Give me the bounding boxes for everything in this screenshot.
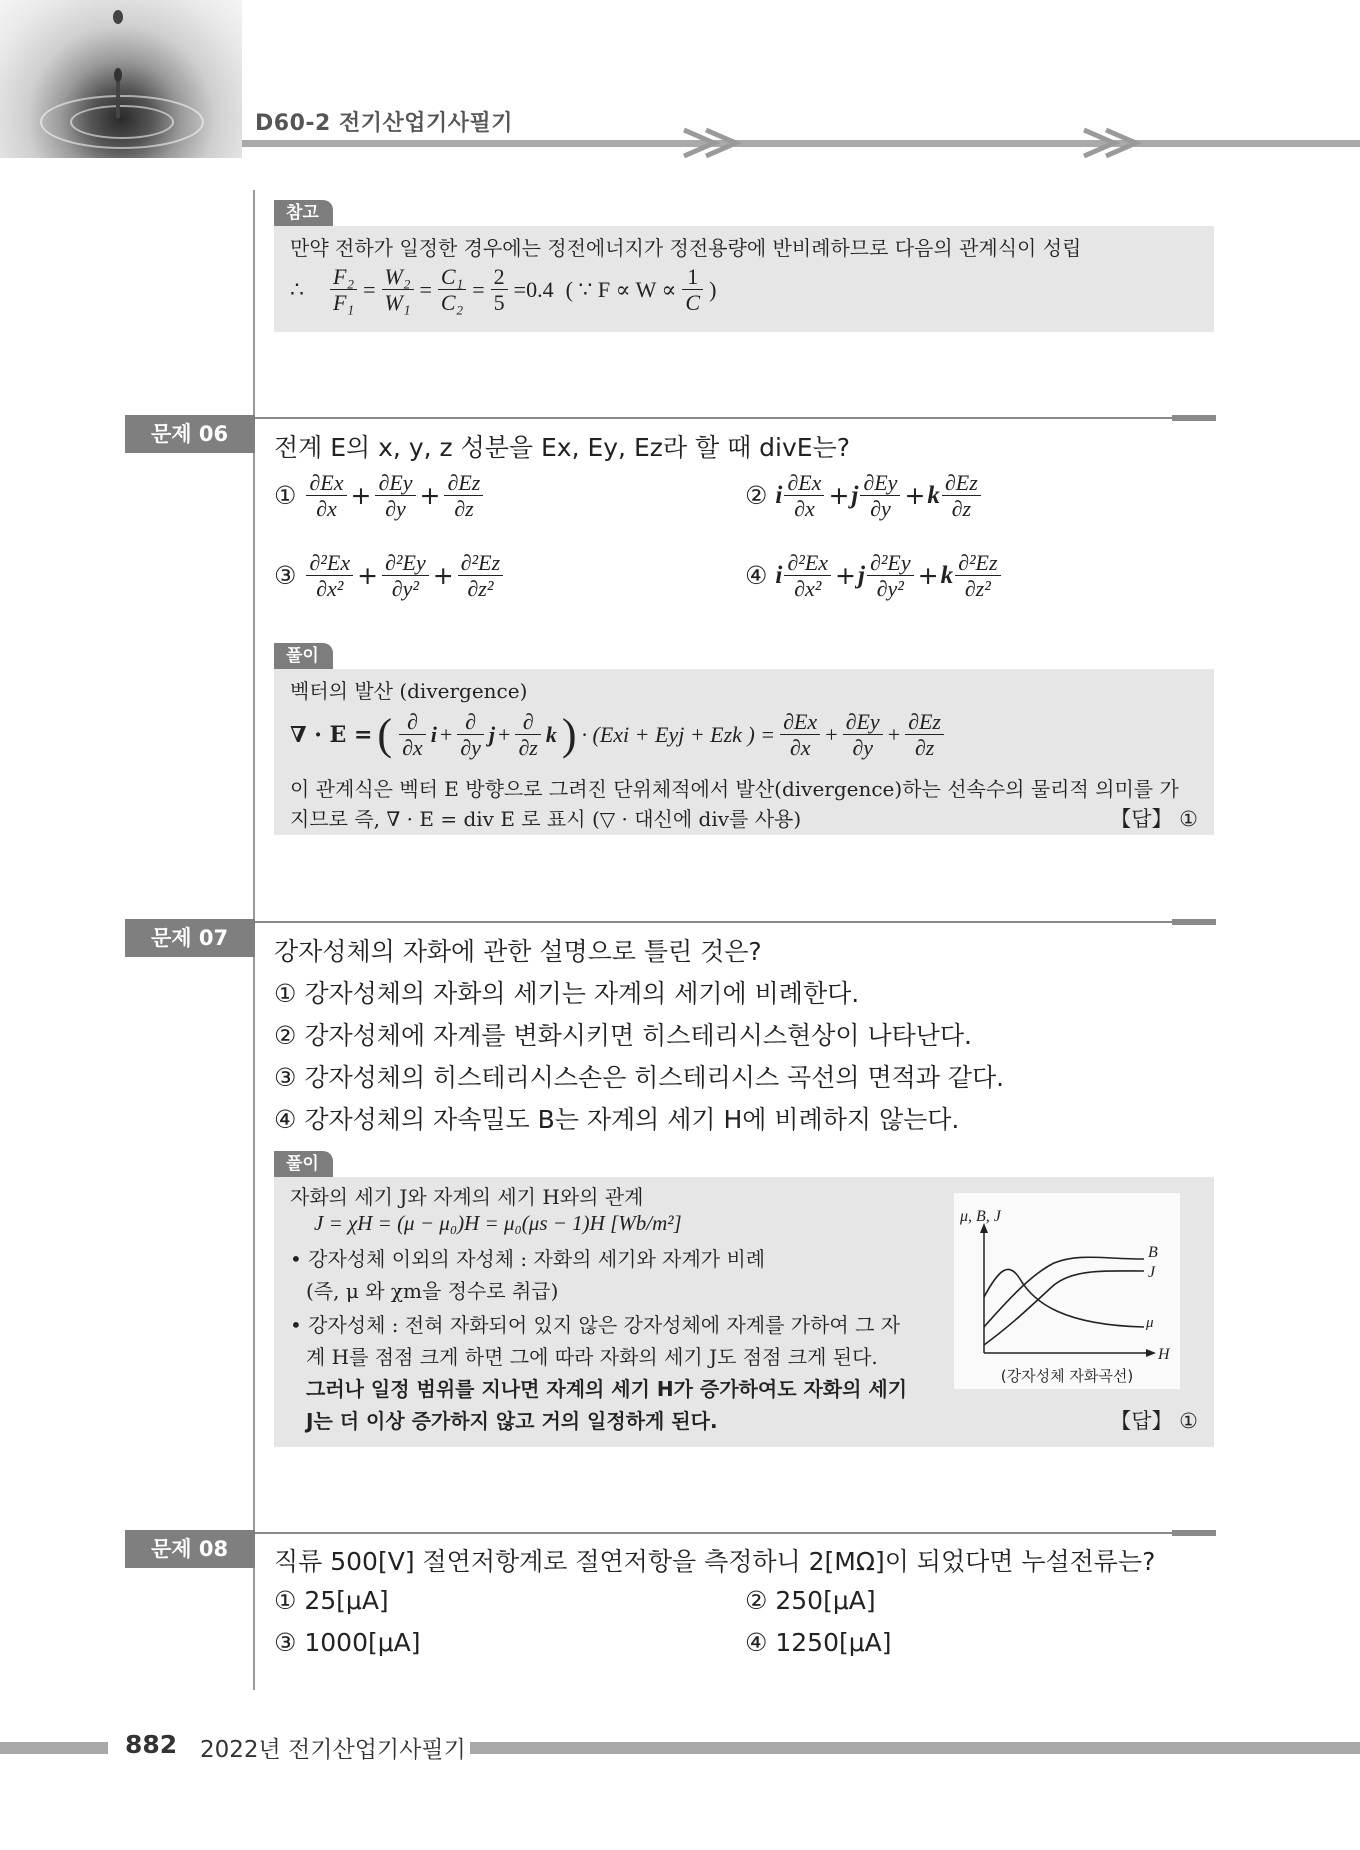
frac-den: ∂z [518, 735, 538, 761]
option-3[interactable]: ③ 강자성체의 히스테리시스손은 히스테리시스 곡선의 면적과 같다. [274, 1063, 1005, 1092]
footer-rule-left [0, 1742, 108, 1754]
option-3[interactable] [274, 550, 505, 602]
partial-fraction [444, 470, 483, 522]
therefore-symbol: ∴ [290, 276, 304, 302]
option-4[interactable]: ④ 1250[μA] [745, 1628, 892, 1657]
frac-num: ∂²Ey [867, 550, 914, 576]
unit-k: k [545, 721, 557, 747]
frac-den: ∂x [316, 496, 337, 522]
page-number: 882 [125, 1730, 178, 1759]
option-1[interactable]: ① 강자성체의 자화의 세기는 자계의 세기에 비례한다. [274, 979, 860, 1008]
chevron-right-icon [1080, 126, 1150, 160]
unit-j: j [488, 721, 496, 747]
frac-num: 2 [491, 264, 508, 290]
frac-num: ∂Ex [784, 470, 824, 496]
solution-line: 벡터의 발산 (divergence) [290, 679, 528, 703]
magnetization-curve-graph [954, 1193, 1180, 1389]
frac-num: ∂Ex [306, 470, 346, 496]
x-axis-arrow [1146, 1349, 1156, 1357]
option-4[interactable] [745, 550, 1003, 602]
solution-box [274, 669, 1214, 835]
frac-den: ∂x² [316, 576, 344, 602]
unit-i: i [430, 721, 437, 747]
unit-vector: i [775, 561, 783, 589]
question-text: 강자성체의 자화에 관한 설명으로 틀린 것은? [274, 937, 762, 966]
frac-num: ∂Ez [905, 709, 944, 735]
option-3[interactable]: ③ 1000[μA] [274, 1628, 421, 1657]
solution-line: 이 관계식은 벡터 E 방향으로 그려진 단위체적에서 발산(divergence)하는 선속수의 물리적 의미를 가 [290, 777, 1179, 801]
option-1[interactable] [274, 470, 485, 522]
curve-j [984, 1271, 1144, 1345]
question-label: 문제 06 [125, 415, 255, 453]
question-rule-thick [1172, 415, 1216, 421]
frac-num: ∂Ez [942, 470, 981, 496]
partial-fraction [306, 470, 346, 522]
eq-left: ∇ · E = [290, 721, 373, 748]
frac-num: W₂ [382, 264, 414, 290]
solution-line-bold: J는 더 이상 증가하지 않고 거의 일정하게 된다. [306, 1409, 718, 1433]
curve-b-label: B [1148, 1244, 1158, 1261]
magnetization-curve-figure [954, 1193, 1180, 1389]
frac-den: ∂y [385, 496, 406, 522]
frac-num: F₂ [330, 264, 357, 290]
question-rule-thick [1172, 1530, 1216, 1536]
unit-vector: j [851, 481, 859, 509]
solution-line: (즉, μ 와 χm을 정수로 취급) [306, 1279, 559, 1303]
frac-den: C [685, 290, 701, 316]
frac-num: C₁ [438, 264, 466, 290]
frac-den: ∂x [794, 496, 815, 522]
frac-num: ∂Ez [444, 470, 483, 496]
partial-fraction [375, 470, 415, 522]
frac-num: ∂²Ex [784, 550, 831, 576]
frac-num: ∂Ey [843, 709, 883, 735]
curve-j-label: J [1148, 1264, 1156, 1281]
note-box [274, 226, 1214, 332]
frac-den: ∂x [789, 735, 811, 761]
frac-den: ∂z [914, 735, 935, 761]
eq-mid: · (Exi + Eyj + Ezk ) = [581, 721, 776, 747]
frac-num: ∂ [457, 709, 484, 735]
frac-num: ∂²Ez [458, 550, 503, 576]
frac-den: 5 [493, 290, 505, 316]
plus-sign: + [350, 481, 372, 511]
question-label: 문제 07 [125, 919, 255, 957]
plus-sign: + [835, 561, 856, 591]
question-rule-thick [1172, 919, 1216, 925]
solution-box [274, 1177, 1214, 1447]
note-text: 만약 전하가 일정한 경우에는 정전에너지가 정전용량에 반비례하므로 다음의 관계식이 성립 [290, 236, 1082, 260]
figure-caption: (강자성체 자화곡선) [1000, 1367, 1134, 1385]
solution-tag: 풀이 [274, 1151, 333, 1177]
unit-vector: i [775, 481, 783, 509]
because-text: ( ∵ F ∝ W ∝ [565, 276, 677, 302]
plus-sign: + [904, 481, 926, 511]
plus-sign: + [357, 561, 379, 591]
frac-den: ∂z² [467, 576, 494, 602]
partial-fraction [784, 470, 824, 522]
solution-line: 계 H를 점점 크게 하면 그에 따라 자화의 세기 J도 점점 크게 된다. [306, 1345, 878, 1369]
header-title: D60-2 전기산업기사필기 [255, 111, 513, 136]
frac-den: ∂z [454, 496, 474, 522]
option-2[interactable]: ② 250[μA] [745, 1586, 876, 1615]
frac-num: ∂ [515, 709, 540, 735]
partial-fraction [306, 550, 353, 602]
result-value: =0.4 [513, 276, 554, 302]
question-text: 직류 500[V] 절연저항계로 절연저항을 측정하니 2[MΩ]이 되었다면 누설전류는? [274, 1547, 1156, 1576]
question-text: 전계 E의 x, y, z 성분을 Ex, Ey, Ez라 할 때 divE는? [274, 433, 850, 462]
unit-vector: k [940, 561, 954, 589]
curve-b [984, 1257, 1144, 1327]
note-equation: ∴ $\frac{\text{F₂}}{\text{F₁}}$ = $\frac{\text{W₂}}{\text{W₁}}$ = $\frac{\text{C₁}}{\text{C₂}}$ = $\frac{2}{5}$ =0.4 ( ∵ F ∝ W ∝ $\frac{1}{C}$ ) [290, 264, 717, 316]
answer-label: 【답】 ① [1110, 807, 1198, 831]
plus-sign: + [432, 561, 454, 591]
frac-den: ∂z [951, 496, 972, 522]
frac-num: ∂Ey [375, 470, 415, 496]
frac-num: 1 [682, 264, 703, 290]
partial-fraction [382, 550, 429, 602]
option-number: ④ [745, 561, 768, 591]
solution-tag: 풀이 [274, 643, 333, 669]
frac-den: F₁ [333, 290, 355, 316]
solution-line: 지므로 즉, ∇ · E = div E 로 표시 (▽ · 대신에 div를 사용) [290, 807, 802, 831]
divergence-equation: ∇ · E = ( $\frac{\partial}{\partial x}$ i + $\frac{\partial}{\partial y}$ j + $\frac{\partial}{\partial z}$ k ) · (Exi + Eyj + Ezk ) = $\frac{\partial Ex}{\partial x}$ + $\frac{\partial Ey}{\partial y}$ + $\frac{\partial Ez}{\partial z}$ [290, 709, 946, 761]
plus-sign: + [419, 481, 441, 511]
footer-rule-right [470, 1742, 1360, 1754]
water-drop-image [0, 0, 242, 158]
partial-fraction [867, 550, 914, 602]
plus-sign: + [828, 481, 850, 511]
frac-num: ∂²Ey [382, 550, 429, 576]
question-rule [255, 1532, 1215, 1534]
x-axis-label: H [1158, 1346, 1170, 1363]
frac-den: W₁ [384, 290, 411, 316]
frac-den: ∂y [460, 735, 481, 761]
frac-num: ∂²Ex [306, 550, 353, 576]
question-label: 문제 08 [125, 1530, 255, 1568]
unit-vector: k [927, 481, 940, 509]
option-number: ① [274, 481, 297, 511]
solution-line: 자화의 세기 J와 자계의 세기 H와의 관계 [290, 1185, 644, 1209]
option-4[interactable]: ④ 강자성체의 자속밀도 B는 자계의 세기 H에 비례하지 않는다. [274, 1105, 960, 1134]
frac-num: ∂Ey [860, 470, 900, 496]
because-close: ) [709, 276, 717, 302]
partial-fraction [860, 470, 900, 522]
chevron-right-icon [680, 126, 750, 160]
frac-num: ∂Ex [780, 709, 820, 735]
partial-fraction [458, 550, 503, 602]
solution-line: • 강자성체 : 전혀 자화되어 있지 않은 강자성체에 자계를 가하여 그 자 [290, 1313, 901, 1337]
question-rule [255, 417, 1215, 419]
book-title: 2022년 전기산업기사필기 [200, 1737, 466, 1763]
frac-den: ∂x [402, 735, 423, 761]
y-axis-label: μ, B, J [960, 1208, 1001, 1225]
question-rule [255, 921, 1215, 923]
frac-den: C₂ [440, 290, 464, 316]
frac-den: ∂z² [964, 576, 991, 602]
option-2[interactable]: ② 강자성체에 자계를 변화시키면 히스테리시스현상이 나타난다. [274, 1021, 972, 1050]
frac-den: ∂x² [794, 576, 822, 602]
frac-den: ∂y [870, 496, 891, 522]
partial-fraction [784, 550, 831, 602]
option-number: ② [745, 481, 768, 511]
option-2[interactable] [745, 470, 983, 522]
solution-line-bold: 그러나 일정 범위를 지나면 자계의 세기 H가 증가하여도 자화의 세기 [306, 1377, 908, 1401]
unit-vector: j [858, 561, 865, 589]
curve-mu-label: μ [1146, 1315, 1154, 1331]
magnetization-equation: J = χH = (μ − μ₀)H = μ₀(μs − 1)H [Wb/m²] [314, 1211, 682, 1235]
note-tag: 참고 [274, 200, 333, 226]
frac-num: ∂²Ez [955, 550, 1000, 576]
partial-fraction [955, 550, 1000, 602]
answer-label: 【답】 ① [1110, 1409, 1198, 1433]
solution-line: • 강자성체 이외의 자성체 : 자화의 세기와 자계가 비례 [290, 1247, 766, 1271]
partial-fraction [942, 470, 981, 522]
frac-num: ∂ [399, 709, 426, 735]
option-number: ③ [274, 561, 297, 591]
frac-den: ∂y² [876, 576, 904, 602]
option-1[interactable]: ① 25[μA] [274, 1586, 389, 1615]
frac-den: ∂y² [391, 576, 419, 602]
header-rule [242, 140, 1360, 147]
plus-sign: + [917, 561, 939, 591]
frac-den: ∂y [852, 735, 873, 761]
